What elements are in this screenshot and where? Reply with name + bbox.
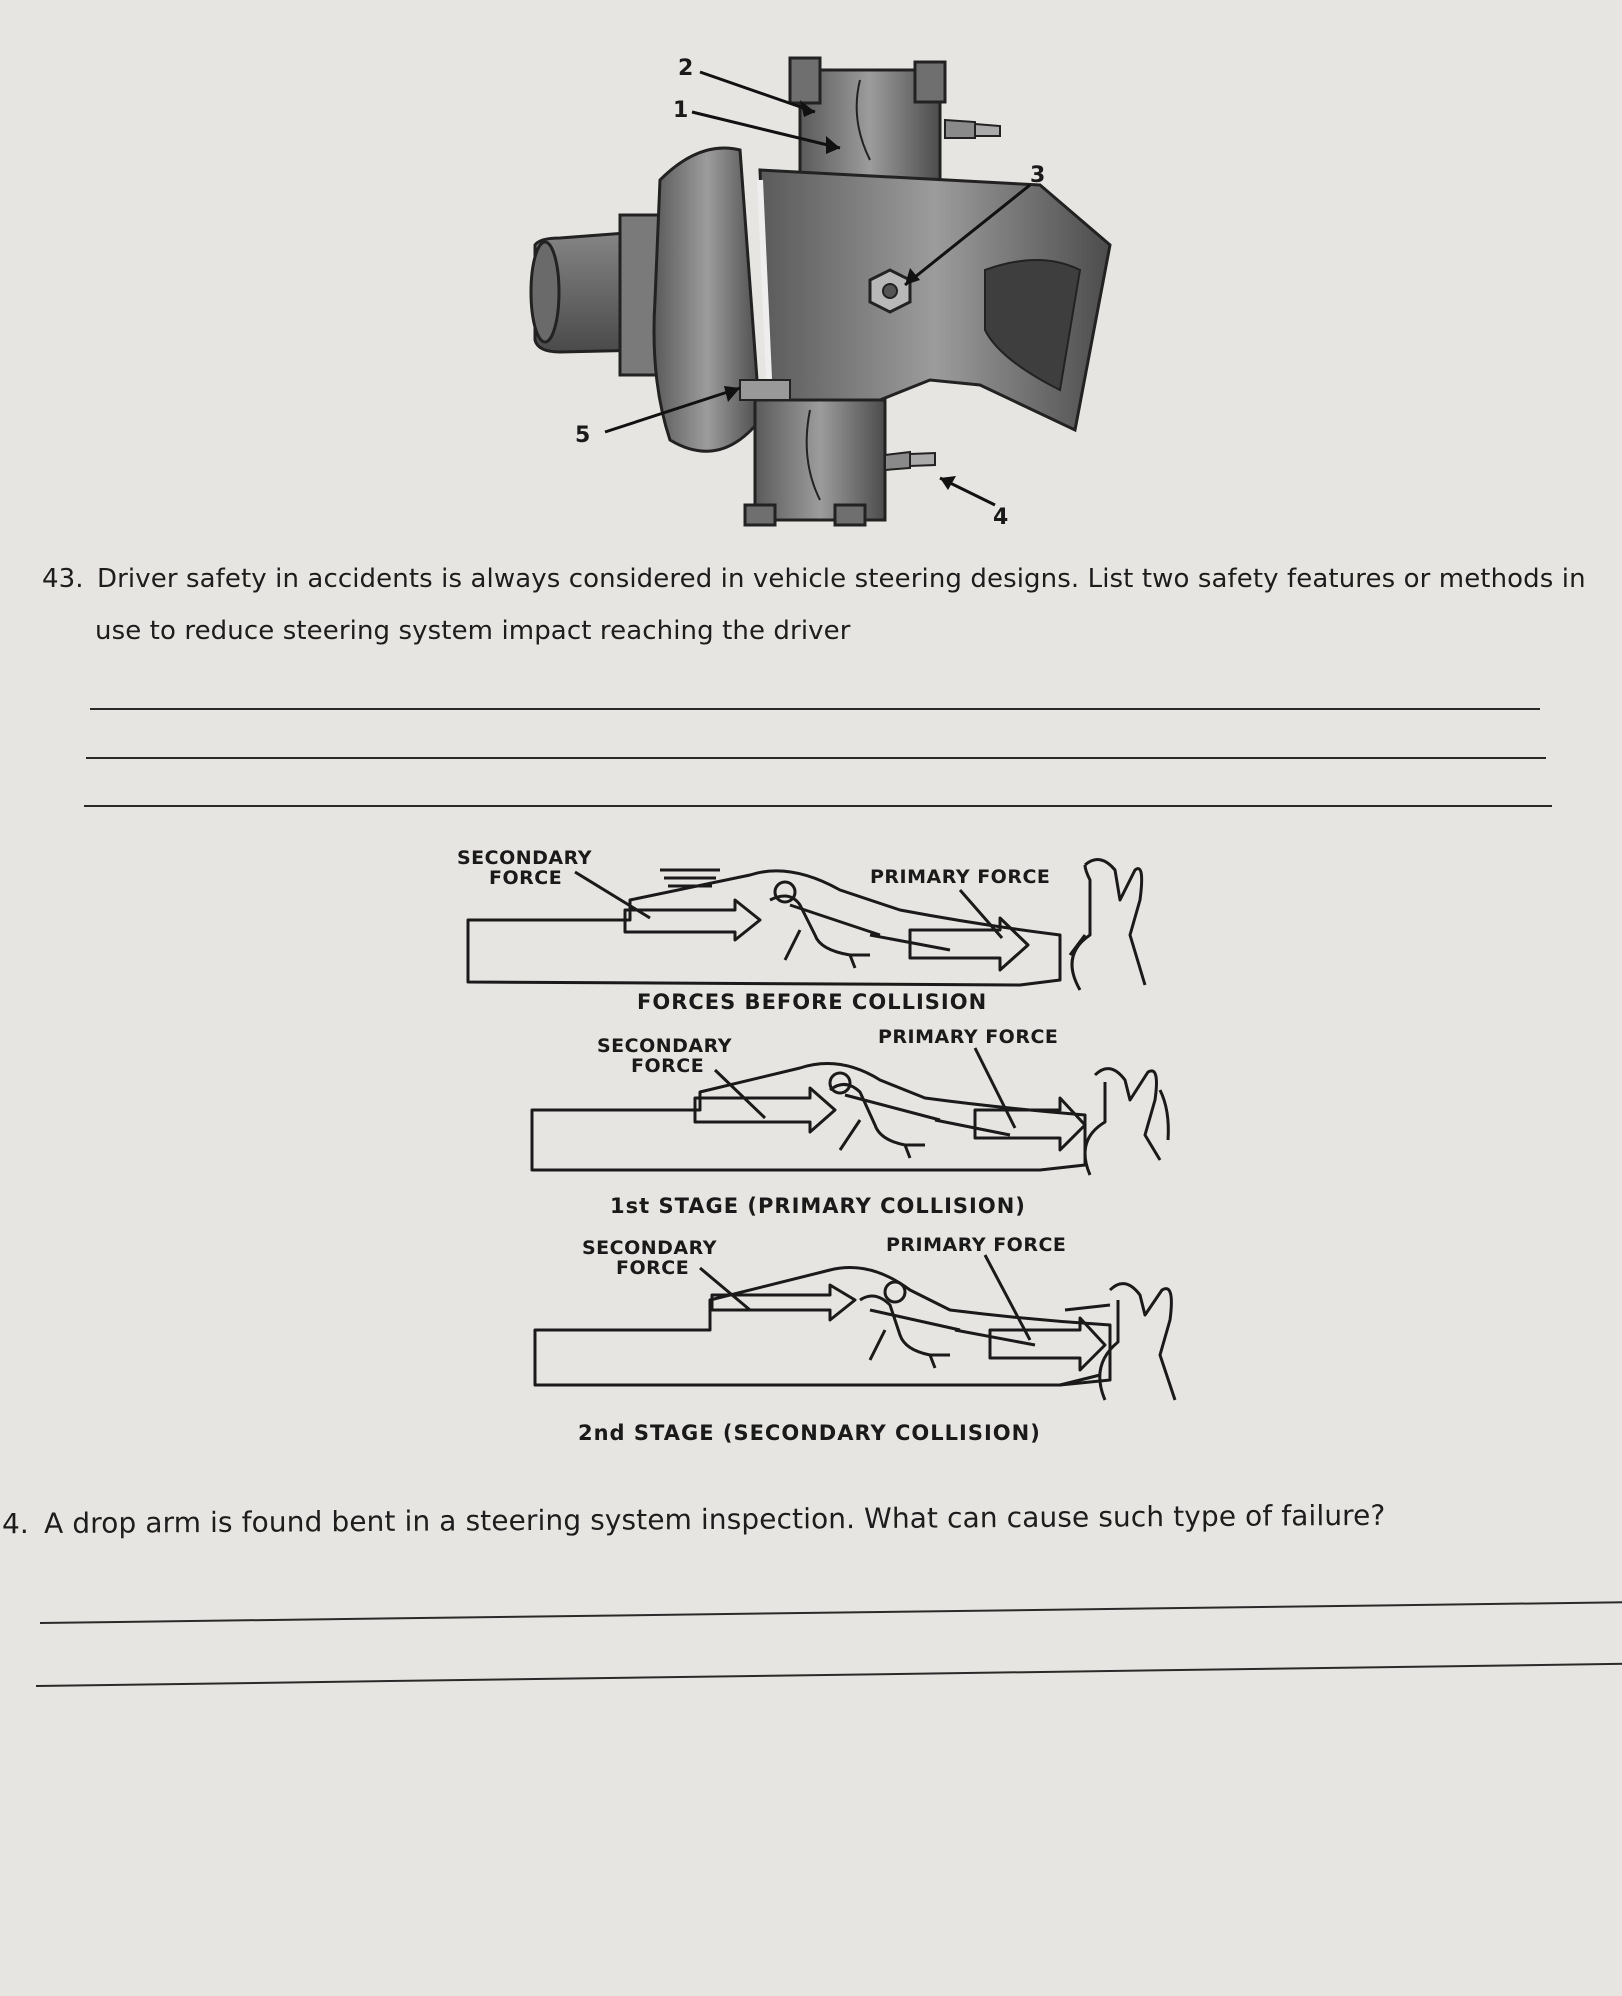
panel-1-caption: FORCES BEFORE COLLISION — [637, 990, 988, 1014]
panel-1-secondary-force-label — [457, 848, 592, 888]
panel-1-secondary-word: SECONDARY — [457, 847, 592, 869]
question-43-number: 43. — [42, 564, 84, 594]
panel-1-primary-force-label: PRIMARY FORCE — [870, 866, 1051, 888]
panel-3-primary-force-label: PRIMARY FORCE — [886, 1234, 1067, 1256]
panel-3-caption: 2nd STAGE (SECONDARY COLLISION) — [578, 1421, 1041, 1445]
panel-2-secondary-word: SECONDARY — [597, 1035, 732, 1057]
callout-5: 5 — [575, 423, 591, 448]
question-44-number: 4. — [2, 1507, 29, 1540]
panel-2-primary-force-label: PRIMARY FORCE — [878, 1026, 1059, 1048]
callout-4: 4 — [993, 505, 1009, 530]
panel-1-force-word: FORCE — [489, 867, 563, 889]
panel-2-secondary-force-label — [597, 1036, 732, 1076]
panel-2-caption: 1st STAGE (PRIMARY COLLISION) — [610, 1194, 1026, 1218]
callout-2: 2 — [678, 56, 694, 81]
question-43-line-2: use to reduce steering system impact reaching the driver — [95, 616, 851, 646]
panel-3-secondary-force-label — [582, 1238, 717, 1278]
panel-3-secondary-word: SECONDARY — [582, 1237, 717, 1259]
panel-2-force-word: FORCE — [631, 1055, 705, 1077]
panel-3-force-word: FORCE — [616, 1257, 690, 1279]
question-44-text: A drop arm is found bent in a steering system inspection. What can cause such type of failure? — [44, 1498, 1386, 1540]
question-43-line-1: Driver safety in accidents is always considered in vehicle steering designs. List two safety features or methods in — [97, 564, 1586, 594]
callout-3: 3 — [1030, 163, 1046, 188]
callout-1: 1 — [673, 98, 689, 123]
